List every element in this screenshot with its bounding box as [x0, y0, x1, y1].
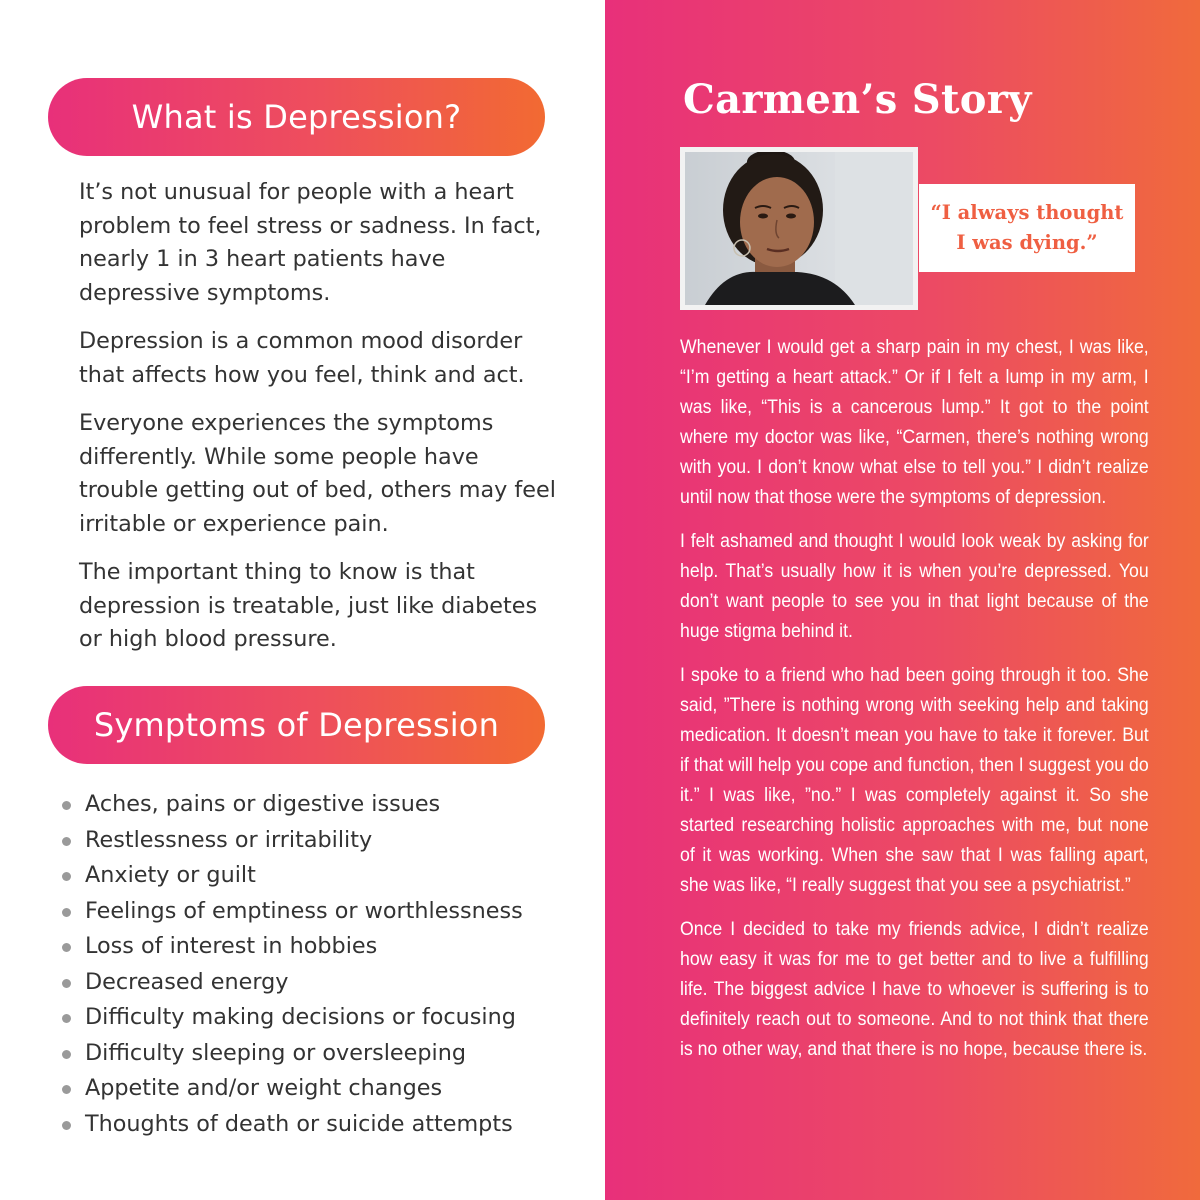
portrait-image — [685, 152, 913, 305]
intro-paragraph: It’s not unusual for people with a heart problem to feel stress or sadness. In fact, nearly 1 in 3 heart patients have depressive symptoms. — [79, 179, 542, 306]
symptom-item: Feelings of emptiness or worthlessness — [60, 894, 523, 930]
story-paragraph: I spoke to a friend who had been going through it too. She said, ”There is nothing wrong with seeking help and taking medication. It doesn’t mean you have to take it forever. But if that will help you cope and function, then I suggest you do it.” I was like, ”no.” I was completely against it. So she started researching holistic approaches with me, but none of it was working. When she saw that I was falling apart, she was like, “I really suggest that you see a psychiatrist.” — [680, 665, 1149, 896]
symptom-item: Thoughts of death or suicide attempts — [60, 1107, 523, 1143]
symptom-item: Anxiety or guilt — [60, 858, 523, 894]
intro-paragraph: Depression is a common mood disorder that affects how you feel, think and act. — [79, 328, 525, 388]
story-paragraph: Once I decided to take my friends advice, I didn’t realize how easy it was for me to get better and to live a fulfilling life. The biggest advice I have to whoever is suffering is to definitely reach out to someone. And to not think that there is no other way, and that there is no hope, because there is. — [680, 919, 1149, 1060]
symptoms-heading: Symptoms of Depression — [48, 686, 545, 764]
quote-line: “I always thought — [930, 201, 1124, 224]
symptom-item: Restlessness or irritability — [60, 823, 523, 859]
quote-line: I was dying.” — [956, 231, 1098, 254]
story-title: Carmen’s Story — [683, 76, 1032, 123]
symptom-item: Difficulty sleeping or oversleeping — [60, 1036, 523, 1072]
symptoms-list — [60, 787, 523, 1142]
symptom-item: Appetite and/or weight changes — [60, 1071, 523, 1107]
story-paragraph: Whenever I would get a sharp pain in my chest, I was like, “I’m getting a heart attack.” Or if I felt a lump in my arm, I was like, “This is a cancerous lump.” It got to the point where my doctor was like, “Carmen, there’s nothing wrong with you. I don’t know what else to tell you.” I didn’t realize until now that those were the symptoms of depression. — [680, 337, 1149, 508]
what-is-depression-heading: What is Depression? — [48, 78, 545, 156]
story-paragraph: I felt ashamed and thought I would look weak by asking for help. That’s usually how it is when you’re depressed. You don’t want people to see you in that light because of the huge stigma behind it. — [680, 531, 1149, 642]
intro-paragraph: The important thing to know is that depression is treatable, just like diabetes or high blood pressure. — [79, 559, 538, 652]
symptom-item: Loss of interest in hobbies — [60, 929, 523, 965]
symptom-item: Difficulty making decisions or focusing — [60, 1000, 523, 1036]
intro-text — [79, 176, 559, 672]
pull-quote — [919, 184, 1135, 272]
symptom-item: Decreased energy — [60, 965, 523, 1001]
carmen-photo — [680, 147, 918, 310]
symptom-item: Aches, pains or digestive issues — [60, 787, 523, 823]
intro-paragraph: Everyone experiences the symptoms differently. While some people have trouble getting out of bed, others may feel irritable or experience pain. — [79, 410, 556, 537]
story-text — [680, 333, 1149, 1079]
